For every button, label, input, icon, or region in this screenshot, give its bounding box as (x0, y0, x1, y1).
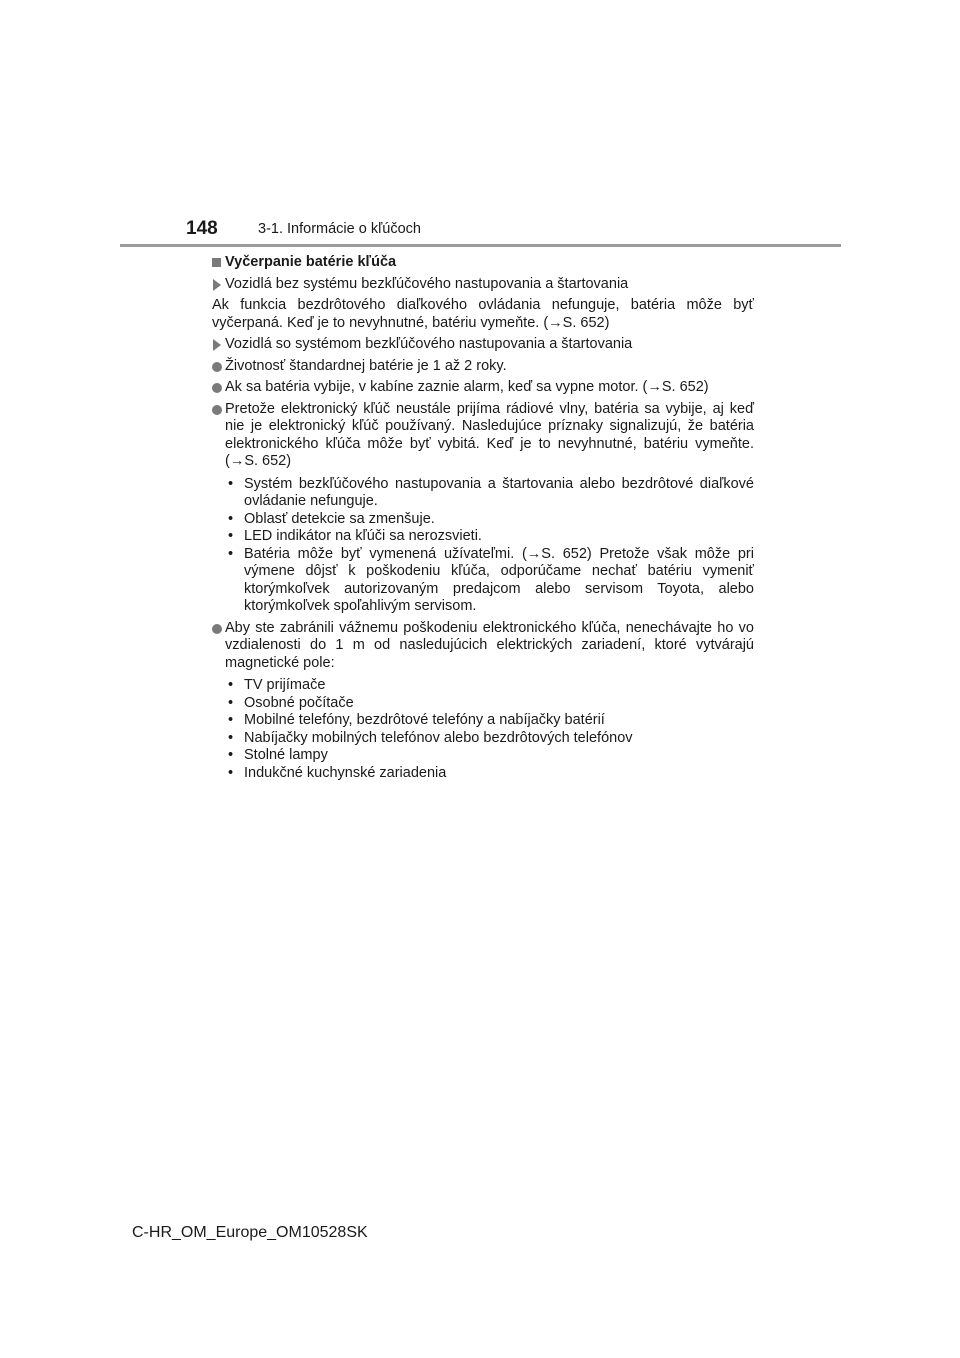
list-item (228, 677, 754, 695)
bullet-text: Pretože elektronický kľúč neustále prijíma rádiové vlny, batéria sa vybije, aj keď nie je elektronický kľúč používaný. Nasledujúce príznaky signalizujú, že batéria elektronického kľúča môže byť vybitá. Keď je to nevyhnutné, batériu vymeňte. (→S. 652) (225, 400, 754, 469)
page-number: 148 (186, 218, 218, 239)
bullet-item (212, 620, 754, 673)
list-item (228, 712, 754, 730)
list-item (228, 476, 754, 511)
list-item-text: TV prijímače (244, 677, 326, 693)
bullet-item (212, 358, 754, 376)
list-item (228, 730, 754, 748)
list-item-text: Osobné počítače (244, 694, 354, 711)
circle-bullet-icon (212, 362, 222, 372)
section-title: 3-1. Informácie o kľúčoch (258, 221, 421, 237)
list-item (228, 528, 754, 546)
triangle-right-icon (213, 279, 221, 291)
header-divider (120, 244, 841, 247)
list-item-text: Mobilné telefóny, bezdrôtové telefóny a nabíjačky batérií (244, 712, 605, 728)
subheading-with-keyless (212, 336, 754, 354)
list-marker: • (228, 510, 234, 527)
paragraph: Ak funkcia bezdrôtového diaľkového ovládania nefunguje, batéria môže byť vyčerpaná. Keď je to nevyhnutné, batériu vymeňte. (→S. 652) (212, 297, 754, 331)
square-bullet-icon (212, 258, 221, 267)
list-item (228, 695, 754, 713)
list-item-text: Systém bezkľúčového nastupovania a štartovania alebo bezdrôtové diaľkové ovládanie nefunguje. (244, 475, 754, 509)
bullet-text: Životnosť štandardnej batérie je 1 až 2 roky. (225, 357, 507, 374)
list-item-text: LED indikátor na kľúči sa nerozsvieti. (244, 528, 482, 544)
list-marker: • (228, 747, 234, 763)
bullet-item (212, 379, 754, 397)
list-item-text: Nabíjačky mobilných telefónov alebo bezdrôtových telefónov (244, 729, 633, 746)
list-marker: • (228, 712, 234, 728)
circle-bullet-icon (212, 405, 222, 415)
subheading-text: Vozidlá bez systému bezkľúčového nastupovania a štartovania (225, 275, 629, 292)
list-item (228, 511, 754, 529)
document-code-footer: C-HR_OM_Europe_OM10528SK (132, 1224, 368, 1241)
list-marker: • (228, 729, 234, 746)
list-item (228, 765, 754, 783)
bullet-item (212, 401, 754, 471)
triangle-right-icon (213, 339, 221, 351)
list-item (228, 546, 754, 616)
section-heading-text: Vyčerpanie batérie kľúča (225, 254, 397, 270)
section-heading (212, 254, 754, 272)
page-content (212, 254, 754, 782)
list-item-text: Oblasť detekcie sa zmenšuje. (244, 510, 435, 527)
list-marker: • (228, 475, 234, 492)
bullet-text: Aby ste zabránili vážnemu poškodeniu elektronického kľúča, nenechávajte ho vo vzdialenosti do 1 m od nasledujúcich elektrických zariadení, ktoré vytvárajú magnetické pole: (225, 619, 754, 671)
list-item-text: Batéria môže byť vymenená užívateľmi. (→S. 652) Pretože však môže pri výmene dôjsť k poškodeniu kľúča, odporúčame nechať batériu vymeniť ktorýmkoľvek autorizovaným predajcom alebo servisom Toyota, alebo ktorýmkoľvek spoľahlivým servisom. (244, 545, 754, 614)
bullet-text: Ak sa batéria vybije, v kabíne zaznie alarm, keď sa vypne motor. (→S. 652) (225, 379, 709, 395)
list-marker: • (228, 694, 234, 711)
symptom-list (212, 476, 754, 616)
circle-bullet-icon (212, 383, 222, 393)
device-list (212, 677, 754, 782)
list-marker: • (228, 545, 234, 562)
list-item-text: Stolné lampy (244, 747, 328, 763)
list-marker: • (228, 528, 234, 544)
list-marker: • (228, 764, 234, 781)
subheading-without-keyless (212, 276, 754, 294)
list-item (228, 747, 754, 765)
list-item-text: Indukčné kuchynské zariadenia (244, 764, 447, 781)
circle-bullet-icon (212, 624, 222, 634)
list-marker: • (228, 677, 234, 693)
subheading-text: Vozidlá so systémom bezkľúčového nastupovania a štartovania (225, 336, 633, 352)
